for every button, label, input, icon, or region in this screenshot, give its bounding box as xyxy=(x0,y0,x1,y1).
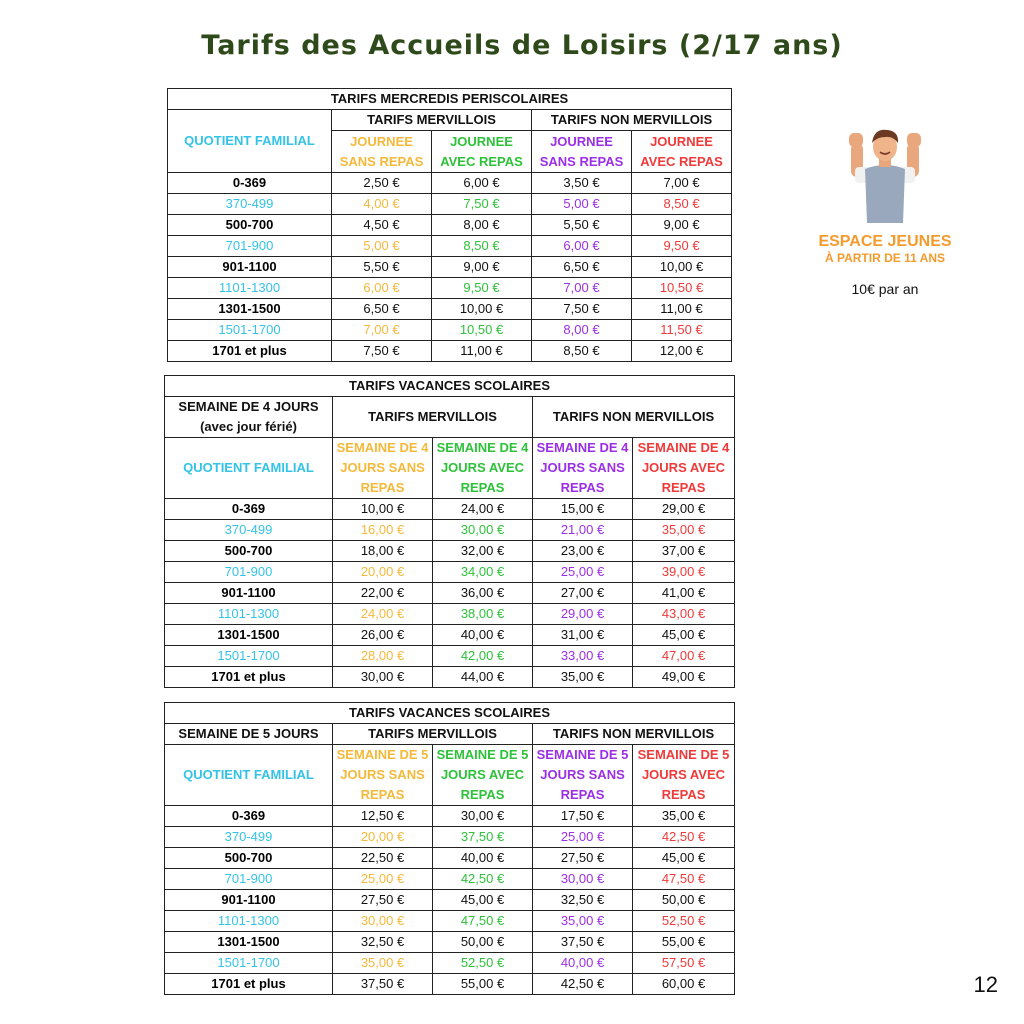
price-cell: 45,00 € xyxy=(633,625,735,646)
table-mercredis xyxy=(167,88,732,362)
column-header: SEMAINE DE 5 JOURS SANS REPAS xyxy=(333,745,433,806)
price-cell: 10,00 € xyxy=(632,257,732,278)
table-row xyxy=(168,173,732,194)
price-cell: 3,50 € xyxy=(532,173,632,194)
quotient-range-cell: 1501-1700 xyxy=(168,320,332,341)
price-cell: 17,50 € xyxy=(533,806,633,827)
price-cell: 5,50 € xyxy=(332,257,432,278)
table-title: TARIFS MERCREDIS PERISCOLAIRES xyxy=(168,89,732,110)
price-cell: 9,00 € xyxy=(632,215,732,236)
price-cell: 37,50 € xyxy=(333,974,433,995)
quotient-range-cell: 500-700 xyxy=(165,541,333,562)
quotient-range-cell: 370-499 xyxy=(165,520,333,541)
column-header: SEMAINE DE 4 JOURS AVEC REPAS xyxy=(433,438,533,499)
price-cell: 25,00 € xyxy=(533,562,633,583)
price-cell: 7,50 € xyxy=(332,341,432,362)
quotient-range-cell: 901-1100 xyxy=(165,583,333,604)
espace-jeunes-block xyxy=(790,125,980,297)
table-title: TARIFS VACANCES SCOLAIRES xyxy=(165,703,735,724)
quotient-range-cell: 0-369 xyxy=(165,806,333,827)
quotient-familial-header: QUOTIENT FAMILIAL xyxy=(165,745,333,806)
price-cell: 9,00 € xyxy=(432,257,532,278)
quotient-range-cell: 1301-1500 xyxy=(168,299,332,320)
price-cell: 37,50 € xyxy=(533,932,633,953)
price-cell: 29,00 € xyxy=(633,499,735,520)
quotient-range-cell: 370-499 xyxy=(168,194,332,215)
quotient-range-cell: 1701 et plus xyxy=(165,667,333,688)
price-cell: 20,00 € xyxy=(333,827,433,848)
price-cell: 47,50 € xyxy=(433,911,533,932)
price-cell: 35,00 € xyxy=(633,806,735,827)
table-row xyxy=(168,299,732,320)
price-cell: 33,00 € xyxy=(533,646,633,667)
price-cell: 44,00 € xyxy=(433,667,533,688)
table-row xyxy=(165,604,735,625)
price-cell: 42,50 € xyxy=(633,827,735,848)
price-cell: 34,00 € xyxy=(433,562,533,583)
table-row xyxy=(165,806,735,827)
table-row xyxy=(165,667,735,688)
table-row xyxy=(165,932,735,953)
table-row xyxy=(168,236,732,257)
quotient-familial-header: QUOTIENT FAMILIAL xyxy=(168,110,332,173)
price-cell: 39,00 € xyxy=(633,562,735,583)
quotient-range-cell: 901-1100 xyxy=(168,257,332,278)
table-row xyxy=(165,827,735,848)
table-row xyxy=(165,974,735,995)
week-label: SEMAINE DE 4 JOURS (avec jour férié) xyxy=(165,397,333,438)
price-cell: 7,50 € xyxy=(432,194,532,215)
price-cell: 40,00 € xyxy=(533,953,633,974)
price-cell: 7,50 € xyxy=(532,299,632,320)
quotient-range-cell: 0-369 xyxy=(165,499,333,520)
price-cell: 6,00 € xyxy=(432,173,532,194)
price-cell: 7,00 € xyxy=(532,278,632,299)
price-cell: 16,00 € xyxy=(333,520,433,541)
price-cell: 20,00 € xyxy=(333,562,433,583)
youth-person-icon xyxy=(847,125,923,223)
quotient-range-cell: 901-1100 xyxy=(165,890,333,911)
quotient-range-cell: 1101-1300 xyxy=(165,911,333,932)
table-row xyxy=(168,194,732,215)
column-header: JOURNEE AVEC REPAS xyxy=(632,131,732,173)
table-row xyxy=(165,499,735,520)
price-cell: 18,00 € xyxy=(333,541,433,562)
price-cell: 35,00 € xyxy=(633,520,735,541)
group-header-non-mervillois: TARIFS NON MERVILLOIS xyxy=(533,724,735,745)
table-row xyxy=(165,911,735,932)
quotient-range-cell: 1101-1300 xyxy=(165,604,333,625)
price-cell: 55,00 € xyxy=(633,932,735,953)
table-row xyxy=(165,520,735,541)
price-cell: 32,50 € xyxy=(333,932,433,953)
price-cell: 35,00 € xyxy=(533,911,633,932)
price-cell: 5,50 € xyxy=(532,215,632,236)
table-row xyxy=(165,625,735,646)
price-cell: 10,50 € xyxy=(432,320,532,341)
page-title: Tarifs des Accueils de Loisirs (2/17 ans) xyxy=(201,30,843,61)
table-row xyxy=(165,848,735,869)
column-header: SEMAINE DE 4 JOURS SANS REPAS xyxy=(333,438,433,499)
price-cell: 30,00 € xyxy=(533,869,633,890)
price-cell: 52,50 € xyxy=(633,911,735,932)
price-cell: 8,50 € xyxy=(532,341,632,362)
table-row xyxy=(165,562,735,583)
price-cell: 6,50 € xyxy=(332,299,432,320)
price-cell: 9,50 € xyxy=(432,278,532,299)
price-cell: 45,00 € xyxy=(433,890,533,911)
table-row xyxy=(168,341,732,362)
price-cell: 6,00 € xyxy=(532,236,632,257)
price-cell: 7,00 € xyxy=(332,320,432,341)
price-cell: 35,00 € xyxy=(333,953,433,974)
table-row xyxy=(165,953,735,974)
price-cell: 11,00 € xyxy=(432,341,532,362)
price-cell: 27,50 € xyxy=(333,890,433,911)
price-cell: 43,00 € xyxy=(633,604,735,625)
quotient-range-cell: 1701 et plus xyxy=(165,974,333,995)
price-cell: 37,00 € xyxy=(633,541,735,562)
group-header-non-mervillois: TARIFS NON MERVILLOIS xyxy=(533,397,735,438)
price-cell: 26,00 € xyxy=(333,625,433,646)
price-cell: 57,50 € xyxy=(633,953,735,974)
price-cell: 47,00 € xyxy=(633,646,735,667)
price-cell: 32,00 € xyxy=(433,541,533,562)
price-cell: 6,00 € xyxy=(332,278,432,299)
price-cell: 12,00 € xyxy=(632,341,732,362)
group-header-non-mervillois: TARIFS NON MERVILLOIS xyxy=(532,110,732,131)
price-cell: 22,00 € xyxy=(333,583,433,604)
price-cell: 24,00 € xyxy=(333,604,433,625)
price-cell: 8,50 € xyxy=(432,236,532,257)
price-cell: 37,50 € xyxy=(433,827,533,848)
price-cell: 29,00 € xyxy=(533,604,633,625)
price-cell: 8,00 € xyxy=(432,215,532,236)
group-header-mervillois: TARIFS MERVILLOIS xyxy=(333,397,533,438)
price-cell: 36,00 € xyxy=(433,583,533,604)
price-cell: 27,50 € xyxy=(533,848,633,869)
quotient-range-cell: 370-499 xyxy=(165,827,333,848)
price-cell: 9,50 € xyxy=(632,236,732,257)
price-cell: 55,00 € xyxy=(433,974,533,995)
price-cell: 4,50 € xyxy=(332,215,432,236)
quotient-range-cell: 1301-1500 xyxy=(165,932,333,953)
quotient-range-cell: 500-700 xyxy=(168,215,332,236)
price-cell: 10,00 € xyxy=(333,499,433,520)
price-cell: 25,00 € xyxy=(333,869,433,890)
price-cell: 15,00 € xyxy=(533,499,633,520)
group-header-mervillois: TARIFS MERVILLOIS xyxy=(333,724,533,745)
column-header: SEMAINE DE 5 JOURS SANS REPAS xyxy=(533,745,633,806)
price-cell: 11,50 € xyxy=(632,320,732,341)
quotient-range-cell: 500-700 xyxy=(165,848,333,869)
espace-jeunes-title: ESPACE JEUNES xyxy=(818,233,952,250)
price-cell: 31,00 € xyxy=(533,625,633,646)
price-cell: 5,00 € xyxy=(332,236,432,257)
price-cell: 5,00 € xyxy=(532,194,632,215)
table-title: TARIFS VACANCES SCOLAIRES xyxy=(165,376,735,397)
price-cell: 7,00 € xyxy=(632,173,732,194)
quotient-range-cell: 1101-1300 xyxy=(168,278,332,299)
price-cell: 32,50 € xyxy=(533,890,633,911)
table-vacances-5-jours xyxy=(164,702,735,995)
price-cell: 12,50 € xyxy=(333,806,433,827)
price-cell: 45,00 € xyxy=(633,848,735,869)
column-header: SEMAINE DE 5 JOURS AVEC REPAS xyxy=(433,745,533,806)
price-cell: 21,00 € xyxy=(533,520,633,541)
column-header: SEMAINE DE 4 JOURS AVEC REPAS xyxy=(633,438,735,499)
price-cell: 50,00 € xyxy=(633,890,735,911)
table-vacances-4-jours xyxy=(164,375,735,688)
price-cell: 40,00 € xyxy=(433,625,533,646)
quotient-range-cell: 701-900 xyxy=(168,236,332,257)
table-row xyxy=(168,257,732,278)
price-cell: 30,00 € xyxy=(333,911,433,932)
price-cell: 8,50 € xyxy=(632,194,732,215)
espace-jeunes-price: 10€ par an xyxy=(851,281,919,297)
column-header: JOURNEE AVEC REPAS xyxy=(432,131,532,173)
price-cell: 6,50 € xyxy=(532,257,632,278)
price-cell: 30,00 € xyxy=(333,667,433,688)
price-cell: 52,50 € xyxy=(433,953,533,974)
column-header: JOURNEE SANS REPAS xyxy=(332,131,432,173)
price-cell: 23,00 € xyxy=(533,541,633,562)
quotient-range-cell: 1301-1500 xyxy=(165,625,333,646)
table-row xyxy=(168,320,732,341)
quotient-range-cell: 701-900 xyxy=(165,562,333,583)
price-cell: 30,00 € xyxy=(433,806,533,827)
price-cell: 41,00 € xyxy=(633,583,735,604)
table-row xyxy=(165,583,735,604)
price-cell: 47,50 € xyxy=(633,869,735,890)
price-cell: 4,00 € xyxy=(332,194,432,215)
price-cell: 30,00 € xyxy=(433,520,533,541)
price-cell: 42,50 € xyxy=(533,974,633,995)
table-row xyxy=(165,869,735,890)
price-cell: 8,00 € xyxy=(532,320,632,341)
espace-jeunes-subtitle: À PARTIR DE 11 ANS xyxy=(824,251,946,265)
column-header: SEMAINE DE 5 JOURS AVEC REPAS xyxy=(633,745,735,806)
quotient-range-cell: 1501-1700 xyxy=(165,646,333,667)
price-cell: 11,00 € xyxy=(632,299,732,320)
price-cell: 42,50 € xyxy=(433,869,533,890)
table-row xyxy=(168,215,732,236)
price-cell: 50,00 € xyxy=(433,932,533,953)
quotient-range-cell: 0-369 xyxy=(168,173,332,194)
price-cell: 10,50 € xyxy=(632,278,732,299)
quotient-range-cell: 1501-1700 xyxy=(165,953,333,974)
quotient-familial-header: QUOTIENT FAMILIAL xyxy=(165,438,333,499)
price-cell: 24,00 € xyxy=(433,499,533,520)
column-header: SEMAINE DE 4 JOURS SANS REPAS xyxy=(533,438,633,499)
price-cell: 28,00 € xyxy=(333,646,433,667)
price-cell: 27,00 € xyxy=(533,583,633,604)
week-label: SEMAINE DE 5 JOURS xyxy=(165,724,333,745)
group-header-mervillois: TARIFS MERVILLOIS xyxy=(332,110,532,131)
table-row xyxy=(165,541,735,562)
table-row xyxy=(168,278,732,299)
price-cell: 22,50 € xyxy=(333,848,433,869)
price-cell: 35,00 € xyxy=(533,667,633,688)
quotient-range-cell: 1701 et plus xyxy=(168,341,332,362)
table-row xyxy=(165,646,735,667)
price-cell: 42,00 € xyxy=(433,646,533,667)
price-cell: 2,50 € xyxy=(332,173,432,194)
price-cell: 10,00 € xyxy=(432,299,532,320)
column-header: JOURNEE SANS REPAS xyxy=(532,131,632,173)
price-cell: 49,00 € xyxy=(633,667,735,688)
page-number: 12 xyxy=(973,972,998,997)
price-cell: 40,00 € xyxy=(433,848,533,869)
price-cell: 25,00 € xyxy=(533,827,633,848)
quotient-range-cell: 701-900 xyxy=(165,869,333,890)
table-row xyxy=(165,890,735,911)
price-cell: 38,00 € xyxy=(433,604,533,625)
price-cell: 60,00 € xyxy=(633,974,735,995)
